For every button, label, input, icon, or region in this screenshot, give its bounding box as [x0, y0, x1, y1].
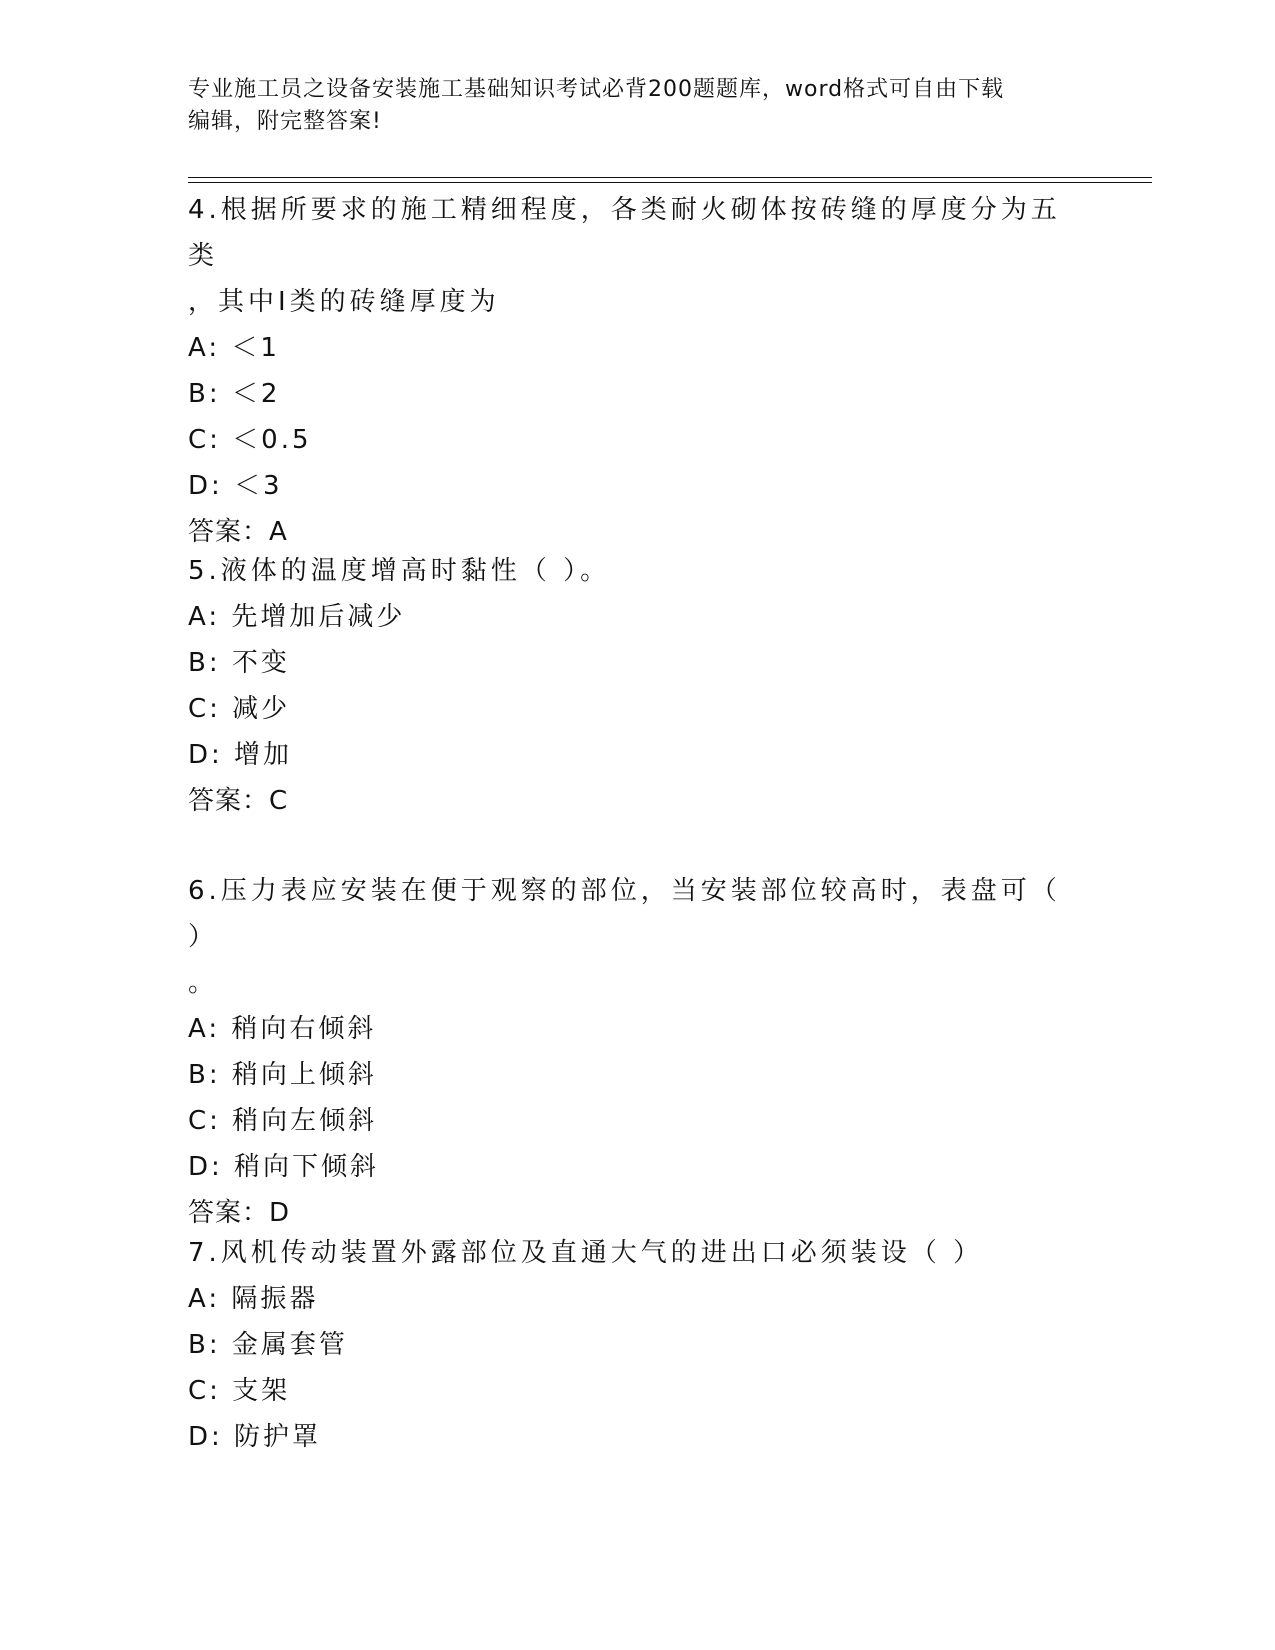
option-d: D: ＜3: [188, 471, 283, 501]
option-b: B: 金属套管: [188, 1330, 348, 1360]
header-line-2: 编辑，附完整答案!: [188, 109, 382, 134]
option-d: D: 防护罩: [188, 1422, 322, 1452]
header-line-1: 专业施工员之设备安装施工基础知识考试必背200题题库，word格式可自由下载: [188, 77, 1005, 102]
option-c: C: ＜0.5: [188, 425, 312, 455]
document-header: [188, 74, 1088, 138]
option-a: A: 先增加后减少: [188, 602, 406, 632]
answer: 答案：D: [188, 1198, 291, 1228]
question-4: [188, 187, 1088, 555]
question-stem-continued: ，其中Ⅰ类的砖缝厚度为: [188, 287, 500, 317]
option-c: C: 减少: [188, 694, 291, 724]
option-b: B: ＜2: [188, 379, 281, 409]
question-6: [188, 868, 1088, 1236]
option-c: C: 支架: [188, 1376, 291, 1406]
question-5: [188, 548, 1088, 824]
question-7: [188, 1230, 1088, 1460]
question-stem: 4.根据所要求的施工精细程度，各类耐火砌体按砖缝的厚度分为五类: [188, 195, 1061, 271]
option-a: A: 隔振器: [188, 1284, 319, 1314]
option-b: B: 稍向上倾斜: [188, 1060, 377, 1090]
question-stem: 5.液体的温度增高时黏性（ ）。: [188, 556, 611, 586]
option-d: D: 增加: [188, 740, 293, 770]
option-c: C: 稍向左倾斜: [188, 1106, 378, 1136]
answer: 答案：C: [188, 786, 289, 816]
question-stem-continued: 。: [188, 968, 219, 998]
header-divider-bottom: [188, 182, 1152, 183]
option-b: B: 不变: [188, 648, 290, 678]
question-stem: 7.风机传动装置外露部位及直通大气的进出口必须装设（ ）: [188, 1238, 984, 1268]
question-stem: 6.压力表应安装在便于观察的部位，当安装部位较高时，表盘可（ ）: [188, 876, 1061, 952]
option-a: A: 稍向右倾斜: [188, 1014, 377, 1044]
header-divider-top: [188, 177, 1152, 178]
option-d: D: 稍向下倾斜: [188, 1152, 380, 1182]
option-a: A: ＜1: [188, 333, 280, 363]
answer: 答案：A: [188, 517, 288, 547]
